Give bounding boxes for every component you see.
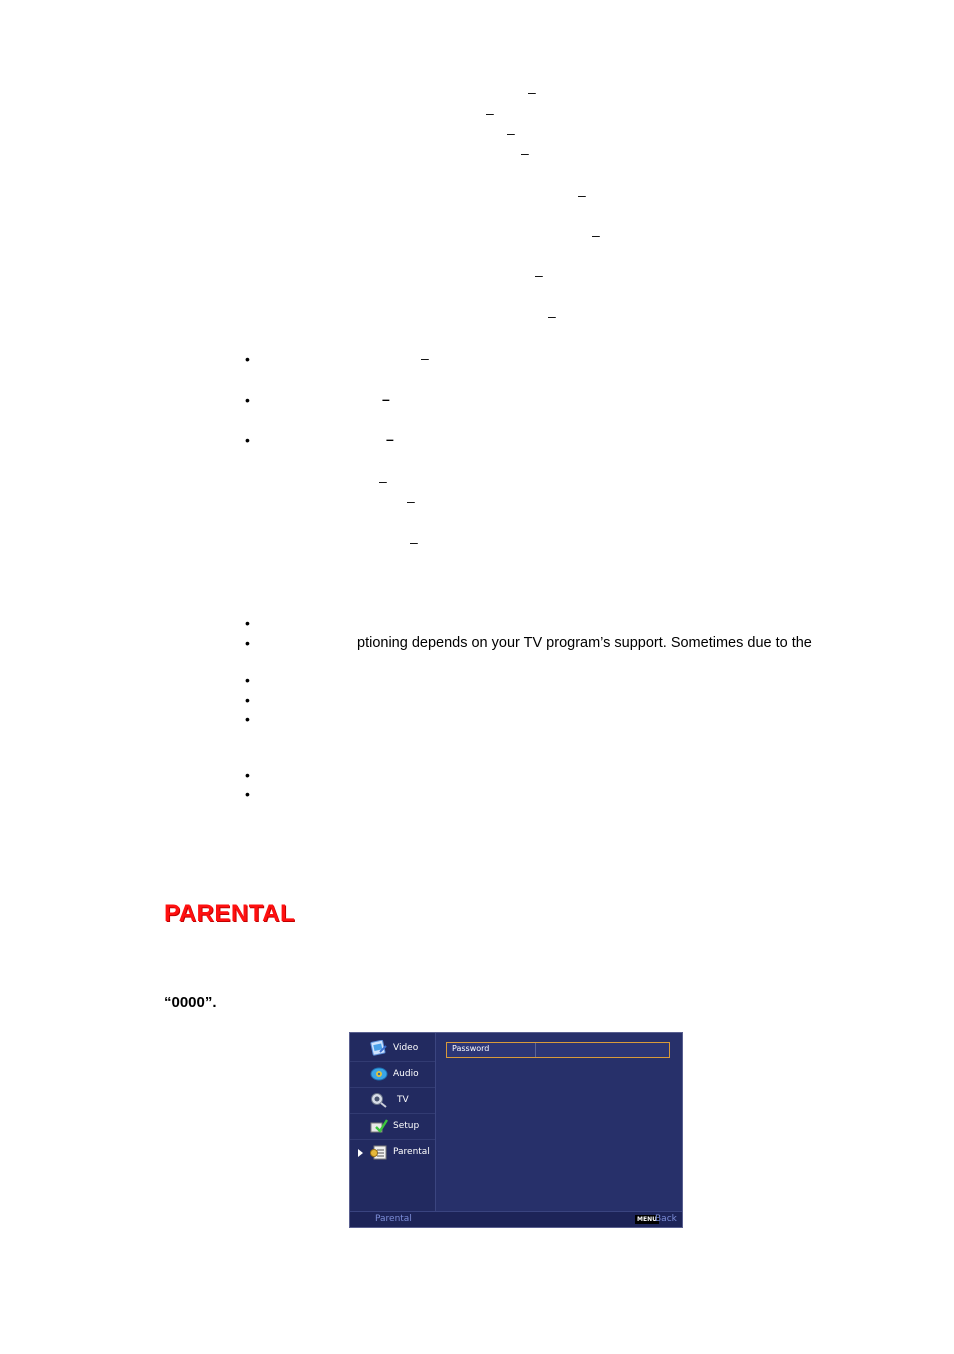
menu-item-label: Setup	[393, 1121, 420, 1131]
dash-mark: –	[535, 267, 543, 283]
section-title: PARENTAL	[164, 900, 296, 927]
dash-mark: –	[528, 84, 536, 100]
dash-mark: –	[410, 534, 418, 550]
dash-mark: –	[507, 125, 515, 141]
menu-item-video[interactable]	[350, 1036, 435, 1062]
selected-arrow-icon	[358, 1149, 363, 1157]
dash-mark: –	[548, 308, 556, 324]
bullet-mark: •	[245, 786, 250, 802]
bullet-mark: •	[245, 392, 250, 408]
menu-item-label: Video	[393, 1043, 419, 1053]
dash-mark: –	[578, 187, 586, 203]
default-password-text: “0000”.	[164, 994, 217, 1011]
tv-menu-footer	[350, 1211, 682, 1227]
setup-icon	[370, 1118, 388, 1134]
dash-mark: –	[379, 473, 387, 489]
dash-mark: –	[521, 145, 529, 161]
password-field[interactable]	[446, 1042, 670, 1058]
menu-item-tv[interactable]	[350, 1088, 435, 1114]
bullet-mark: •	[245, 711, 250, 727]
menu-item-setup[interactable]	[350, 1114, 435, 1140]
field-divider	[535, 1043, 536, 1057]
bullet-mark: •	[245, 672, 250, 688]
bullet-mark: •	[245, 432, 250, 448]
dash-mark: –	[386, 431, 394, 447]
bullet-mark: •	[245, 615, 250, 631]
menu-item-label: Parental	[393, 1147, 430, 1157]
dash-mark: –	[407, 493, 415, 509]
tv-menu-sidebar	[350, 1033, 436, 1211]
dash-mark: –	[592, 227, 600, 243]
menu-item-label: TV	[397, 1095, 409, 1105]
video-icon	[370, 1040, 388, 1056]
bullet-mark: •	[245, 767, 250, 783]
password-label: Password	[452, 1044, 490, 1053]
bullet-mark: •	[245, 351, 250, 367]
parental-icon	[370, 1144, 388, 1160]
footer-title: Parental	[375, 1214, 412, 1224]
bullet-mark: •	[245, 635, 250, 651]
menu-item-audio[interactable]	[350, 1062, 435, 1088]
menu-item-label: Audio	[393, 1069, 419, 1079]
dash-mark: –	[421, 350, 429, 366]
tv-icon	[370, 1092, 388, 1108]
dash-mark: –	[382, 391, 390, 407]
captioning-note-text: ptioning depends on your TV program’s support. Sometimes due to the	[357, 635, 812, 651]
back-button[interactable]: Back	[655, 1214, 677, 1224]
menu-key-badge: MENU	[637, 1216, 657, 1223]
tv-menu-screenshot	[349, 1032, 683, 1228]
audio-icon	[370, 1066, 388, 1082]
bullet-mark: •	[245, 692, 250, 708]
menu-item-parental[interactable]	[350, 1140, 435, 1165]
dash-mark: –	[486, 105, 494, 121]
